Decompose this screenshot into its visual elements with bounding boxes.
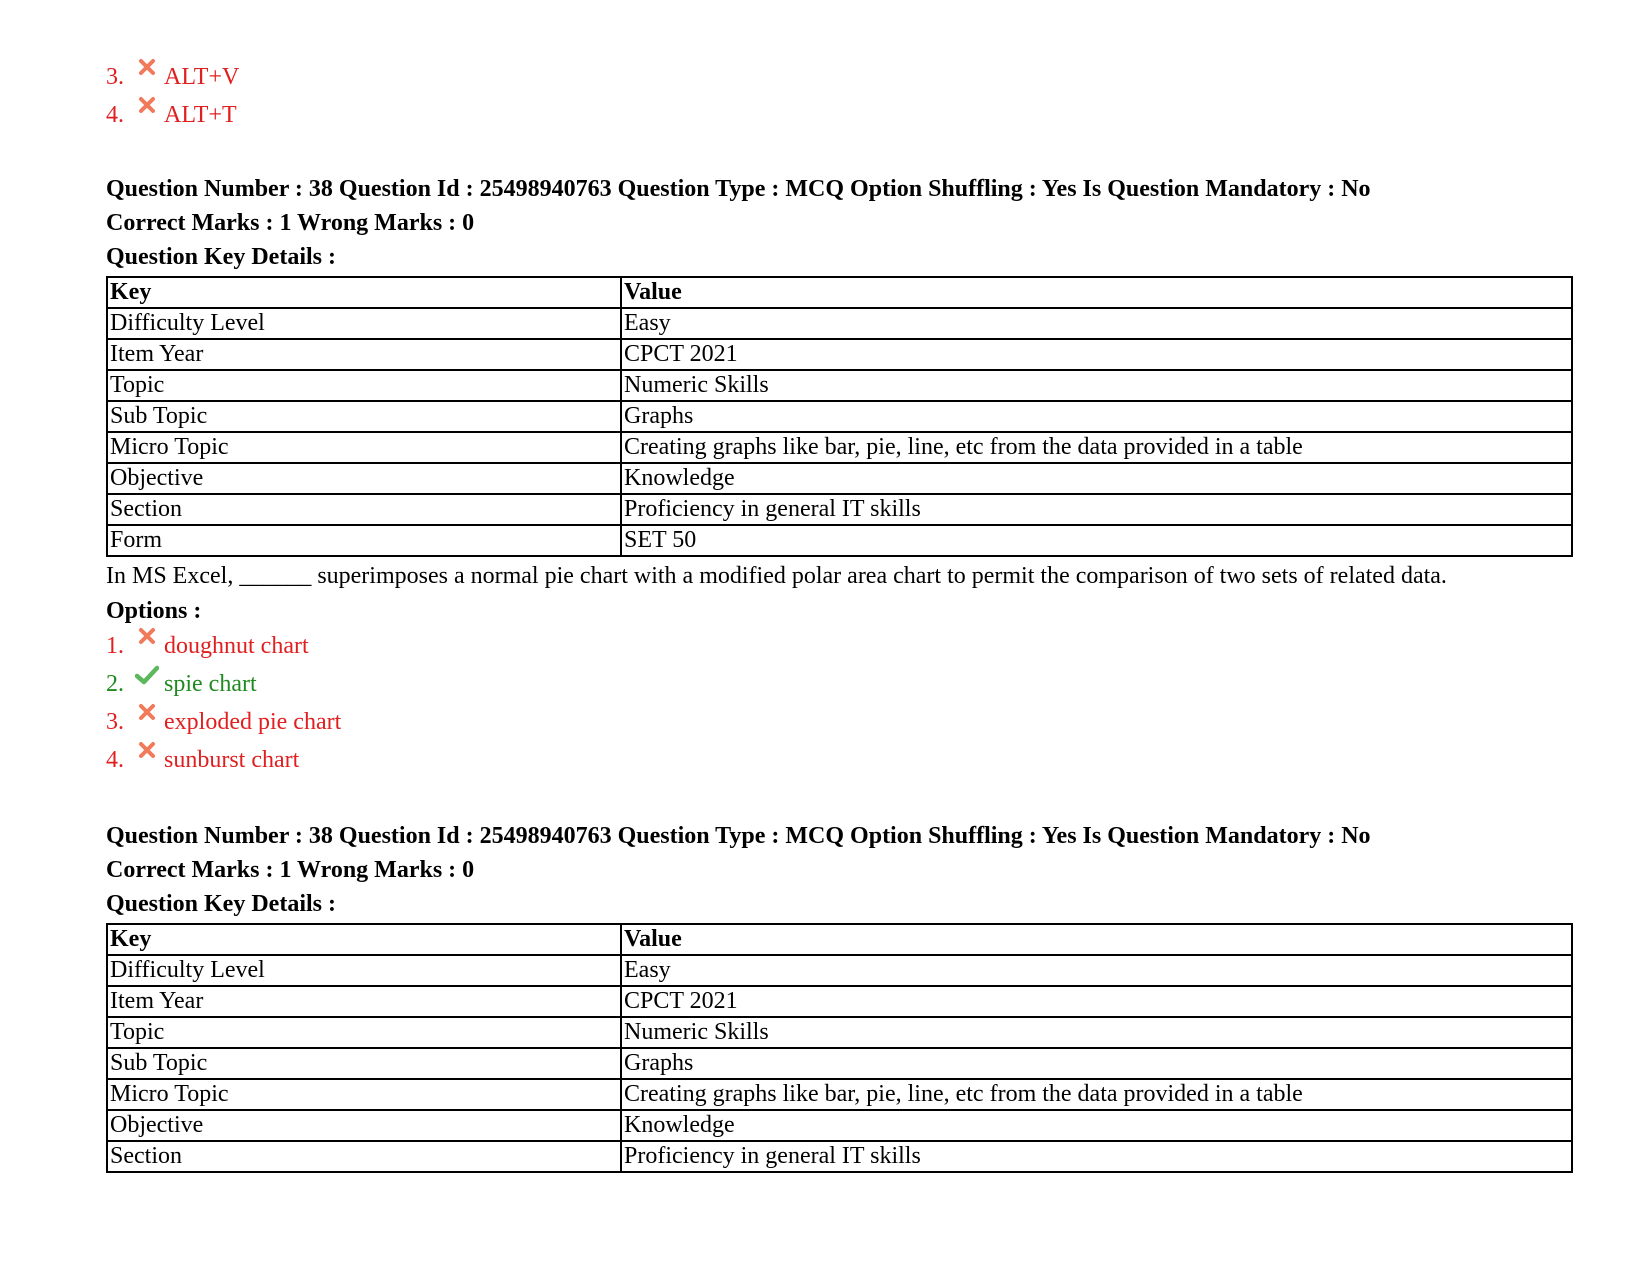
key-cell: Objective [107,463,621,494]
value-cell: Knowledge [621,1110,1572,1141]
cross-icon [134,741,160,767]
key-details-table [106,923,1573,1173]
option-number: 3. [106,64,124,90]
cross-icon [134,703,160,729]
value-cell: Proficiency in general IT skills [621,1141,1572,1172]
value-cell: Creating graphs like bar, pie, line, etc from the data provided in a table [621,1079,1572,1110]
value-cell: Knowledge [621,463,1572,494]
value-cell: Graphs [621,1048,1572,1079]
value-cell: Numeric Skills [621,370,1572,401]
value-cell: Graphs [621,401,1572,432]
key-cell: Topic [107,1017,621,1048]
key-cell: Objective [107,1110,621,1141]
check-icon [134,665,160,691]
key-details-label: Question Key Details : [106,891,336,917]
table-row [107,432,1572,463]
value-cell: Numeric Skills [621,1017,1572,1048]
value-cell: SET 50 [621,525,1572,556]
table-row [107,401,1572,432]
table-row [107,308,1572,339]
option-text: ALT+V [164,64,240,90]
option-number: 4. [106,102,124,128]
option-number: 3. [106,709,124,735]
key-cell: Sub Topic [107,1048,621,1079]
key-details-label: Question Key Details : [106,244,336,270]
option-text: sunburst chart [164,747,300,773]
option-number: 2. [106,671,124,697]
table-row [107,525,1572,556]
question-block [106,819,1576,1179]
option-item [106,627,1576,665]
option-item [106,665,1576,703]
table-row [107,986,1572,1017]
key-cell: Section [107,1141,621,1172]
key-cell: Item Year [107,986,621,1017]
key-details-table [106,276,1573,557]
option-item [106,741,1576,779]
option-item [106,58,1576,96]
key-cell: Section [107,494,621,525]
key-cell: Item Year [107,339,621,370]
table-row [107,370,1572,401]
key-cell: Topic [107,370,621,401]
question-text: In MS Excel, ______ superimposes a normal pie chart with a modified polar area chart to permit the comparison of two sets of related data. [106,563,1447,589]
cross-icon [134,58,160,84]
marks-line: Correct Marks : 1 Wrong Marks : 0 [106,857,475,883]
column-header-value: Value [621,924,1572,955]
option-number: 4. [106,747,124,773]
options-list [106,627,1576,779]
value-cell: CPCT 2021 [621,986,1572,1017]
options-label: Options : [106,598,202,624]
question-header: Question Number : 38 Question Id : 25498940763 Question Type : MCQ Option Shuffling : Yes Is Question Mandatory : No [106,176,1371,202]
key-cell: Sub Topic [107,401,621,432]
table-header-row [107,924,1572,955]
value-cell: Proficiency in general IT skills [621,494,1572,525]
option-text: doughnut chart [164,633,309,659]
option-text: ALT+T [164,102,237,128]
table-row [107,494,1572,525]
column-header-key: Key [107,277,621,308]
table-clip [106,921,1576,1179]
prev-question-options [106,58,1576,134]
option-text: exploded pie chart [164,709,342,735]
column-header-key: Key [107,924,621,955]
question-block [106,172,1576,779]
option-item [106,703,1576,741]
table-row [107,1079,1572,1110]
value-cell: Easy [621,308,1572,339]
table-row [107,1110,1572,1141]
column-header-value: Value [621,277,1572,308]
table-row [107,1048,1572,1079]
table-row [107,463,1572,494]
table-row [107,1017,1572,1048]
option-text: spie chart [164,671,257,697]
document-page [106,58,1576,1179]
value-cell: Easy [621,955,1572,986]
option-number: 1. [106,633,124,659]
key-cell: Form [107,525,621,556]
table-row [107,339,1572,370]
marks-line: Correct Marks : 1 Wrong Marks : 0 [106,210,475,236]
value-cell: Creating graphs like bar, pie, line, etc from the data provided in a table [621,432,1572,463]
table-row [107,955,1572,986]
key-cell: Difficulty Level [107,308,621,339]
table-row [107,1141,1572,1172]
value-cell: CPCT 2021 [621,339,1572,370]
key-cell: Difficulty Level [107,955,621,986]
key-cell: Micro Topic [107,1079,621,1110]
cross-icon [134,96,160,122]
question-header: Question Number : 38 Question Id : 25498940763 Question Type : MCQ Option Shuffling : Yes Is Question Mandatory : No [106,823,1371,849]
key-cell: Micro Topic [107,432,621,463]
option-item [106,96,1576,134]
table-header-row [107,277,1572,308]
cross-icon [134,627,160,653]
